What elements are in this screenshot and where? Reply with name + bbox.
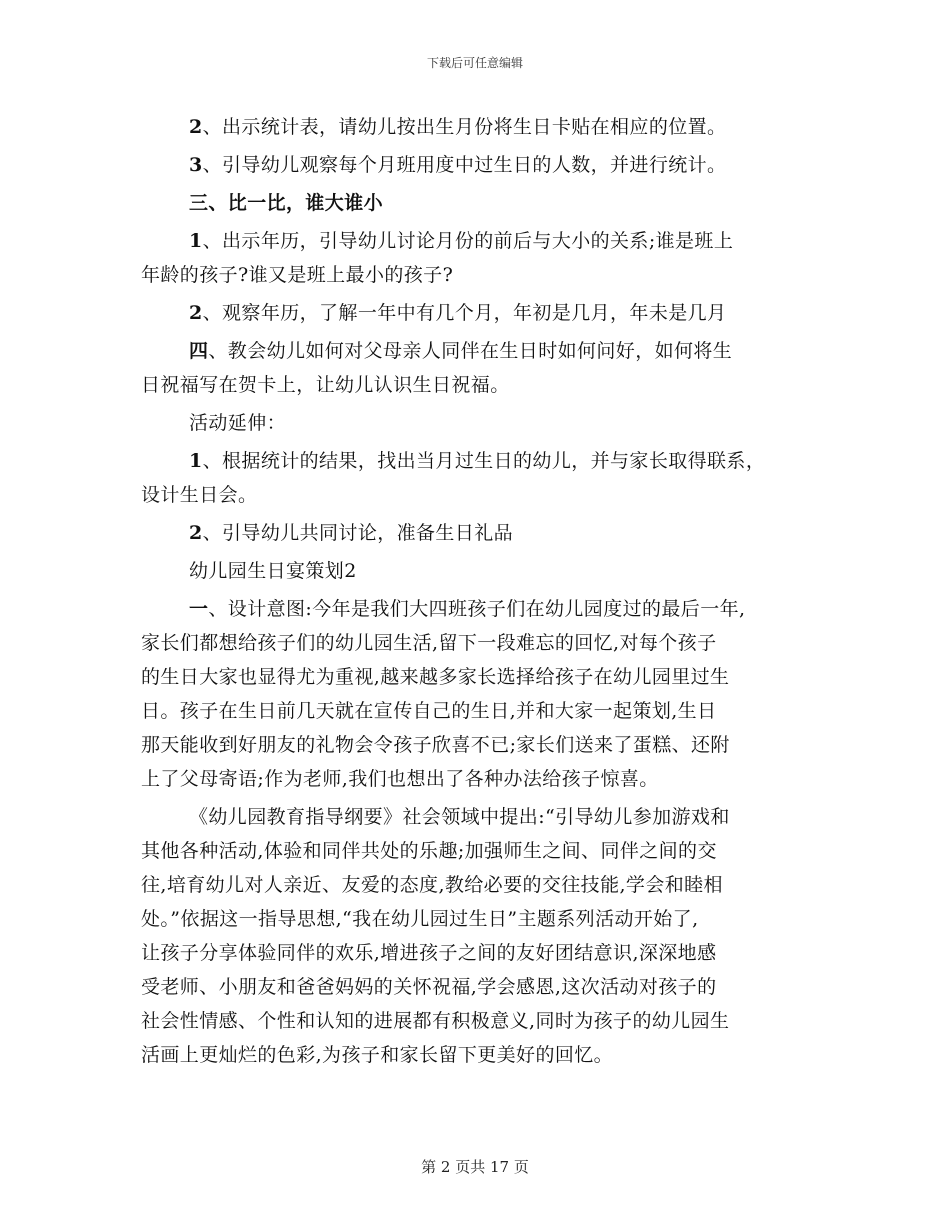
section-heading-3: 三、比一比，谁大谁小: [189, 192, 384, 214]
item-number: 1: [189, 450, 203, 472]
paragraph-line: 的生日大家也显得尤为重视,越来越多家长选择给孩子在幼儿园里过生: [141, 666, 730, 688]
paragraph-line: [141, 224, 831, 258]
paragraph-line: 社会性情感、个性和认知的进展都有积极意义,同时为孩子的幼儿园生: [141, 1010, 730, 1032]
paragraph-line: 《幼儿园教育指导纲要》社会领域中提出:“引导幼儿参加游戏和: [189, 806, 730, 828]
paragraph-line: 日祝福写在贺卡上，让幼儿认识生日祝福。: [141, 374, 510, 396]
item-number: 2: [189, 302, 203, 324]
paragraph-1: [141, 110, 831, 144]
paragraph-line: 让孩子分享体验同伴的欢乐,增进孩子之间的友好团结意识,深深地感: [141, 942, 717, 964]
paragraph-line: 上了父母寄语;作为老师,我们也想出了各种办法给孩子惊喜。: [141, 768, 659, 790]
paragraph-2: [141, 148, 831, 182]
paragraph-line: [141, 592, 831, 626]
paragraph-line: [141, 334, 831, 368]
paragraph-line: 处。”依据这一指导思想,“我在幼儿园过生日”主题系列活动开始了,: [141, 908, 699, 930]
paragraph-5: [141, 296, 831, 330]
paragraph-6: [141, 334, 831, 402]
document-body: [141, 110, 831, 1076]
item-number: 1: [189, 230, 203, 252]
line-text: 、教会幼儿如何对父母亲人同伴在生日时如何问好，如何将生: [208, 340, 733, 362]
paragraph-12: [141, 800, 831, 1072]
paragraph-8: [141, 444, 831, 512]
item-number: 2: [189, 522, 203, 544]
paragraph-9: [141, 516, 831, 550]
section-number: 一: [189, 598, 209, 620]
paragraph-line: 日。孩子在生日前几天就在宣传自己的生日,并和大家一起策划,生日: [141, 700, 717, 722]
paragraph-line: 其他各种活动,体验和同伴共处的乐趣;加强师生之间、同伴之间的交: [141, 840, 717, 862]
paragraph-4: [141, 224, 831, 292]
paragraph-text: 、引导幼儿共同讨论，准备生日礼品: [202, 522, 514, 544]
page-header: 下载后可任意编辑: [426, 56, 523, 70]
paragraph-line: 受老师、小朋友和爸爸妈妈的关怀祝福,学会感恩,这次活动对孩子的: [141, 976, 717, 998]
item-number: 2: [189, 116, 203, 138]
paragraph-line: 设计生日会。: [141, 484, 258, 506]
paragraph-line: 家长们都想给孩子们的幼儿园生活,留下一段难忘的回忆,对每个孩子: [141, 632, 717, 654]
paragraph-line: [141, 444, 831, 478]
item-number: 3: [189, 154, 203, 176]
paragraph-text: 、引导幼儿观察每个月班用度中过生日的人数，并进行统计。: [202, 154, 727, 176]
paragraph-line: 活画上更灿烂的色彩,为孩子和家长留下更美好的回忆。: [141, 1044, 614, 1066]
paragraph-text: 、出示统计表，请幼儿按出生月份将生日卡贴在相应的位置。: [202, 116, 727, 138]
paragraph-line: 年龄的孩子?谁又是班上最小的孩子?: [141, 264, 454, 286]
paragraph-text: 、观察年历，了解一年中有几个月，年初是几月，年未是几月: [202, 302, 727, 324]
line-text: 、根据统计的结果，找出当月过生日的幼儿，并与家长取得联系，: [202, 450, 766, 472]
section-number: 四: [189, 340, 209, 362]
paragraph-11: [141, 592, 831, 796]
line-text: 、出示年历，引导幼儿讨论月份的前后与大小的关系;谁是班上: [202, 230, 734, 252]
line-text: 、设计意图:今年是我们大四班孩子们在幼儿园度过的最后一年,: [208, 598, 746, 620]
paragraph-line: 往,培育幼儿对人亲近、友爱的态度,教给必要的交往技能,学会和睦相: [141, 874, 723, 896]
page-footer: 第 2 页共 17 页: [421, 1158, 529, 1176]
paragraph-line: 那天能收到好朋友的礼物会令孩子欣喜不已;家长们送来了蛋糕、还附: [141, 734, 730, 756]
paragraph-7: 活动延伸：: [189, 412, 287, 434]
paragraph-10: 幼儿园生日宴策划2: [189, 560, 357, 582]
